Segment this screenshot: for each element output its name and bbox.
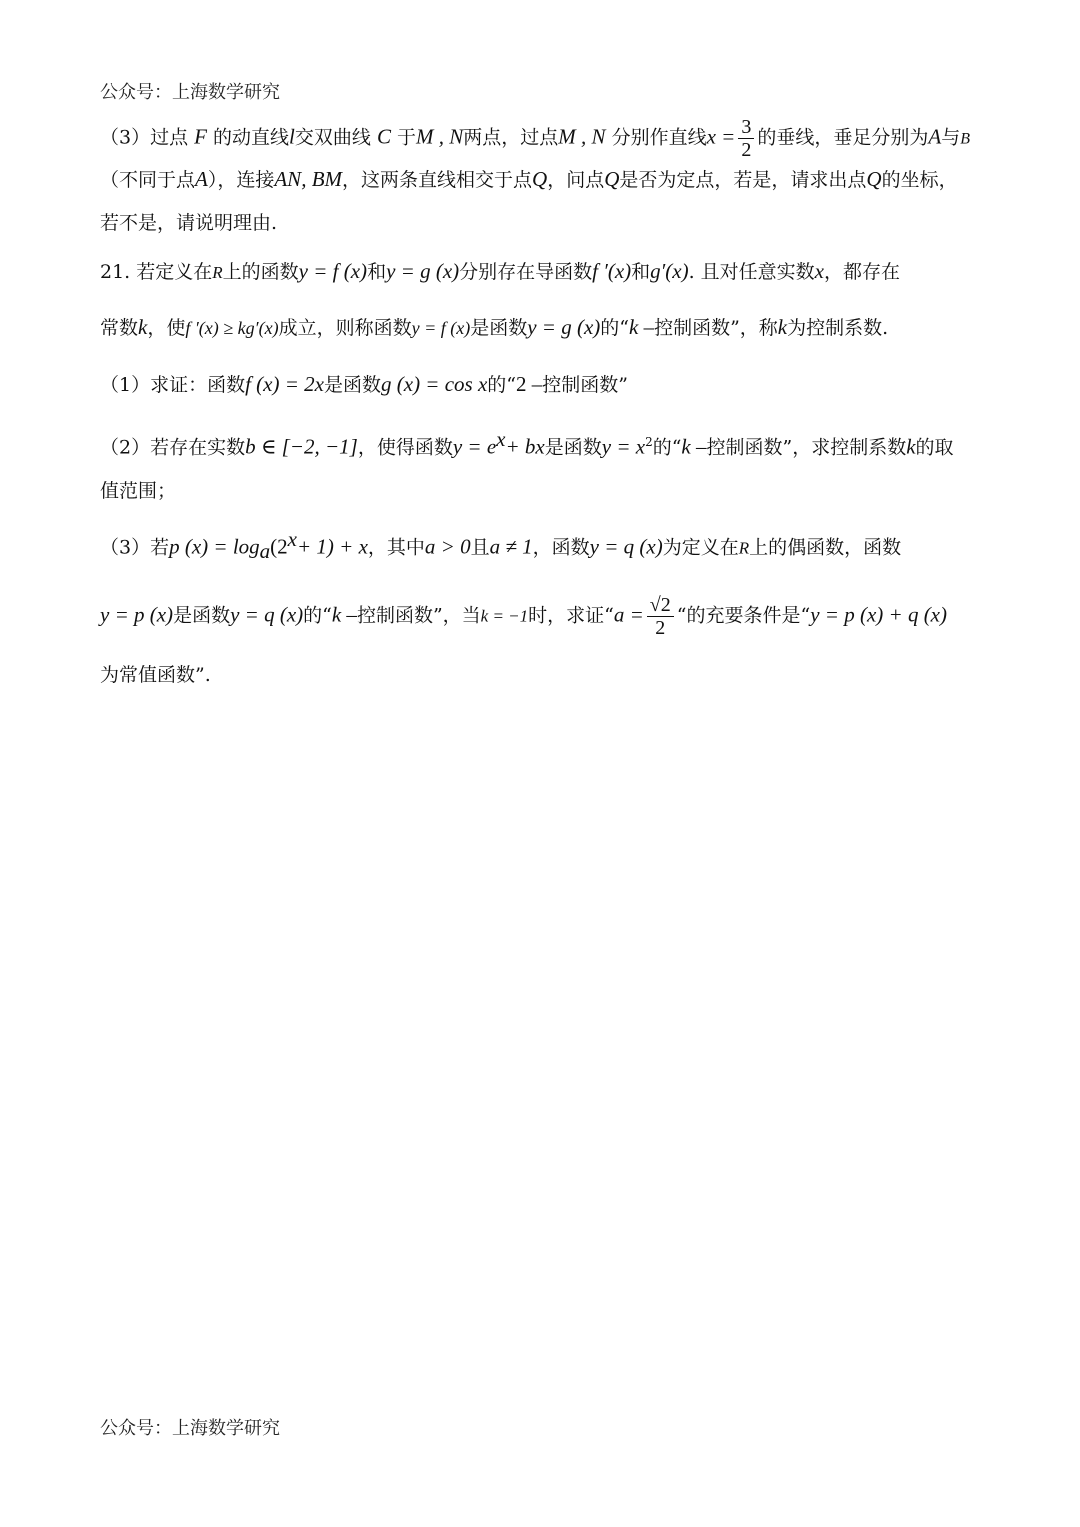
q21-stem-line1: 21. 若定义在R上的函数y = f (x)和y = g (x)分别存在导函数f ′(x)和g′(x). 且对任意实数x，都存在 [100, 259, 901, 283]
q21-part1: （1）求证：函数f (x) = 2x是函数g (x) = cos x的“2 –控制函数” [100, 372, 628, 396]
fraction-sqrt2-over-2: $\frac{√2}{2}$ [647, 594, 674, 639]
q20-part3-line2: （不同于点A），连接AN, BM，这两条直线相交于点Q，问点Q是否为定点，若是，请求出点Q的坐标， [100, 167, 958, 191]
q21-part3-line3: 为常值函数”. [100, 664, 211, 686]
q20-part3-line3: 若不是，请说明理由. [100, 212, 278, 234]
q21-part3-line2: y = p (x)是函数y = q (x)的“k –控制函数”，当k = −1时，求证“a = $\frac{√2}{2}$ “的充要条件是“y = p (x) + q (x) [100, 594, 947, 639]
q21-part2-line2: 值范围； [100, 480, 177, 502]
q20-part3-line1: （3）过点 F 的动直线l交双曲线 C 于M , N两点，过点M , N 分别作直线x = $\frac{3}{2}$ 的垂线，垂足分别为A与B [100, 116, 970, 161]
page-footer: 公众号：上海数学研究 [100, 1418, 280, 1439]
page-header: 公众号：上海数学研究 [100, 82, 280, 103]
q21-stem-line2: 常数k，使f ′(x) ≥ kg′(x)成立，则称函数y = f (x)是函数y = g (x)的“k –控制函数”，称k为控制系数. [100, 315, 889, 339]
q21-part3-line1: （3）若p $(x) = \log_a(2^x+ 1) + x$，其中a > 0且a ≠ 1，函数y = q (x)为定义在R上的偶函数，函数 [100, 527, 902, 564]
fraction-three-halves: $\frac{3}{2}$ [738, 116, 754, 161]
q21-part2-line1: （2）若存在实数b ∈ [−2, −1]，使得函数$y = e^x+$ bx是函数$y = x^2$的“k –控制函数”，求控制系数k的取 [100, 427, 954, 459]
